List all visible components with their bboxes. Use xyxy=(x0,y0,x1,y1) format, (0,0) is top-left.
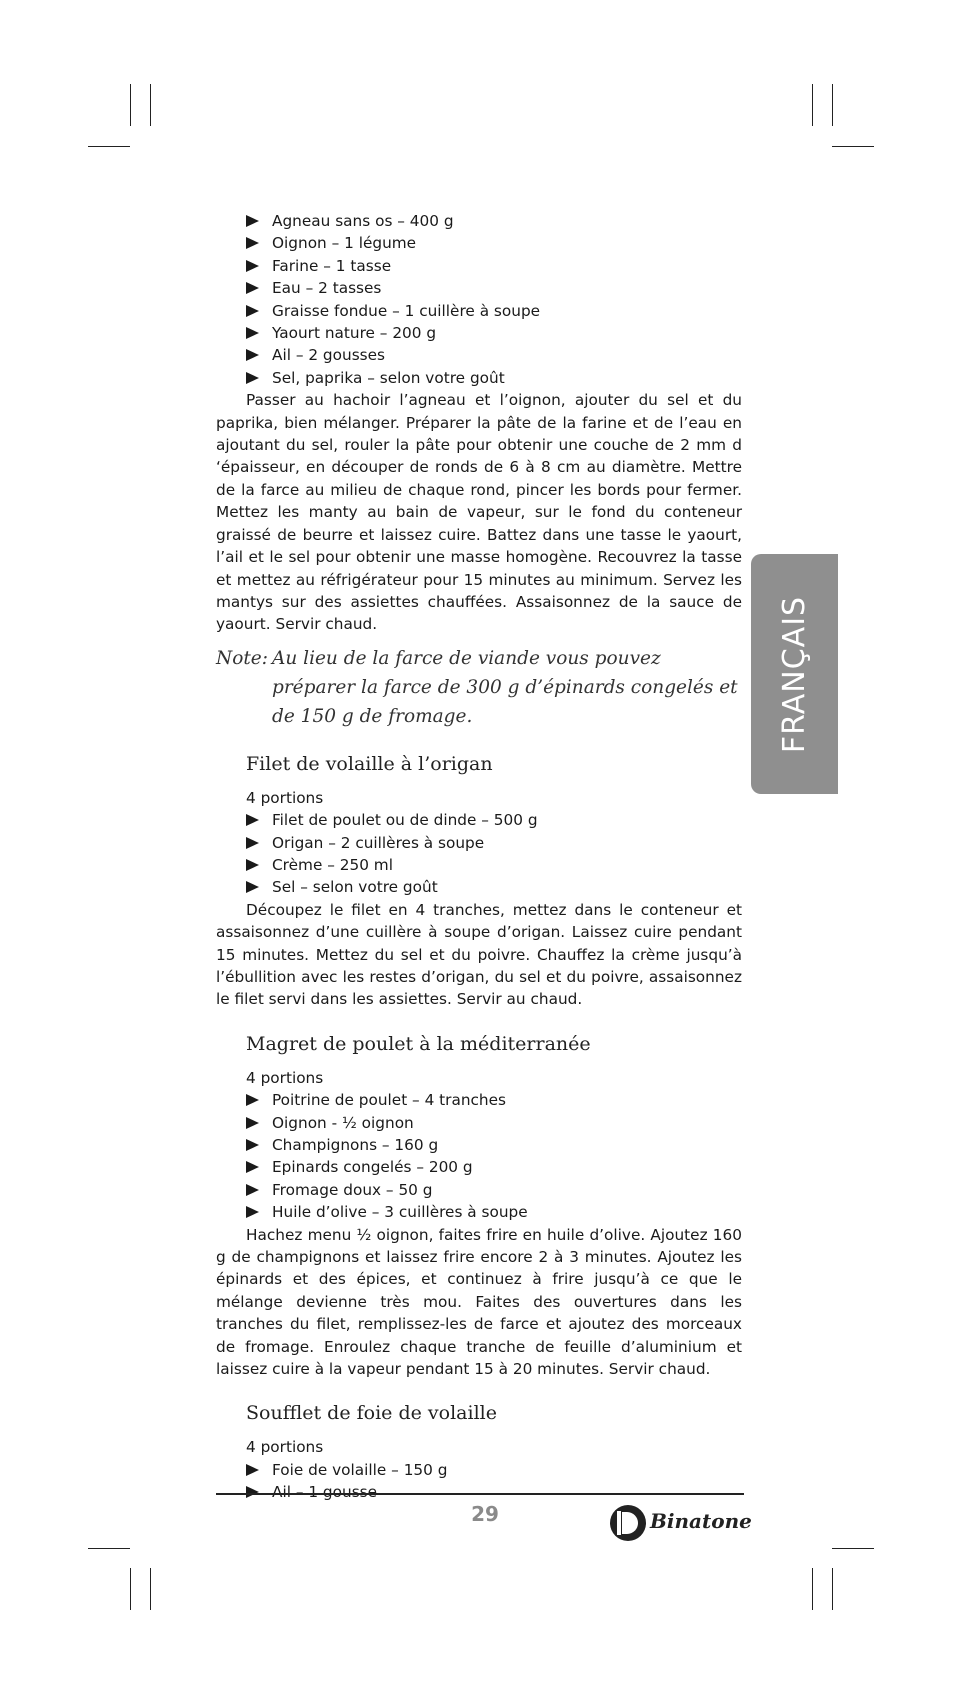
list-item: Agneau sans os – 400 g xyxy=(246,210,742,232)
bullet-triangle-icon xyxy=(246,327,259,339)
ingredient-list-magret xyxy=(216,1089,742,1223)
list-item: Poitrine de poulet – 4 tranches xyxy=(246,1089,742,1111)
crop-mark xyxy=(88,1548,130,1549)
list-item: Filet de poulet ou de dinde – 500 g xyxy=(246,809,742,831)
list-item: Huile d’olive – 3 cuillères à soupe xyxy=(246,1201,742,1223)
note-label: Note: xyxy=(216,647,268,669)
language-tab xyxy=(751,554,838,794)
crop-mark xyxy=(832,84,833,126)
recipe-title-filet: Filet de volaille à l’origan xyxy=(246,752,493,775)
ingredient-list-soufflet xyxy=(216,1459,742,1504)
list-item: Epinards congelés – 200 g xyxy=(246,1156,742,1178)
bullet-triangle-icon xyxy=(246,237,259,249)
bullet-triangle-icon xyxy=(246,349,259,361)
bullet-triangle-icon xyxy=(246,1094,259,1106)
bullet-triangle-icon xyxy=(246,1117,259,1129)
bullet-triangle-icon xyxy=(246,282,259,294)
bullet-triangle-icon xyxy=(246,1464,259,1476)
brand-name: Binatone xyxy=(650,1509,752,1533)
list-item: Sel, paprika – selon votre goût xyxy=(246,367,742,389)
list-item: Sel – selon votre goût xyxy=(246,876,742,898)
recipe-portions-magret: 4 portions xyxy=(246,1068,324,1087)
list-item: Crème – 250 ml xyxy=(246,854,742,876)
footer-divider xyxy=(216,1493,744,1495)
crop-mark xyxy=(812,1568,813,1610)
list-item: Ail – 2 gousses xyxy=(246,344,742,366)
recipe-instructions-manty: Passer au hachoir l’agneau et l’oignon, ajouter du sel et du paprika, bien mélanger. Préparer la pâte de la farine et de l’eau en ajoutant du sel, rouler la pâte pour obtenir une couche de 2 mm d ‘épaisseur, en découper de ronds de 6 à 8 cm au diamètre. Mettre de la farce au milieu de chaque rond, pincer les bords pour fermer. Mettez les manty au bain de vapeur, sur le fond du conteneur graissé de beurre et laissez cuire. Battez dans une tasse le yaourt, l’ail et le sel pour obtenir une masse homogène. Recouvrez la tasse et mettez au réfrigérateur pour 15 minutes au minimum. Servez les mantys sur des assiettes chauffées. Assaisonnez de la sauce de yaourt. Servir chaud. xyxy=(216,391,742,634)
recipe-note xyxy=(216,644,742,731)
bullet-triangle-icon xyxy=(246,837,259,849)
list-item: Graisse fondue – 1 cuillère à soupe xyxy=(246,300,742,322)
brand-logo xyxy=(610,1505,752,1541)
list-item: Eau – 2 tasses xyxy=(246,277,742,299)
crop-mark xyxy=(150,1568,151,1610)
list-item: Champignons – 160 g xyxy=(246,1134,742,1156)
recipe-portions-soufflet: 4 portions xyxy=(246,1438,324,1457)
bullet-triangle-icon xyxy=(246,881,259,893)
list-item: Fromage doux – 50 g xyxy=(246,1179,742,1201)
recipe-instructions-filet: Découpez le filet en 4 tranches, mettez dans le conteneur et assaisonnez d’une cuillère à soupe d’origan. Laissez cuire pendant 15 minutes. Mettez du sel et du poivre. Chauffez la crème jusqu’à l’ébullition avec les restes d’origan, du sel et du poivre, assaisonnez le filet servi dans les assiettes. Servir au chaud. xyxy=(216,900,742,1009)
bullet-triangle-icon xyxy=(246,305,259,317)
recipe-instructions-magret: Hachez menu ½ oignon, faites frire en huile d’olive. Ajoutez 160 g de champignons et laissez frire encore 2 à 3 minutes. Ajoutez les épinards et des épices, et continuez à frire jusqu’à ce que le mélange devienne très mou. Faites des ouvertures dans les tranches du filet, remplissez-les de farce et ajoutez des morceaux de fromage. Enroulez chaque tranche de feuille d’aluminium et laissez cuire à la vapeur pendant 15 à 20 minutes. Servir chaud. xyxy=(216,1225,742,1379)
crop-mark xyxy=(130,1568,131,1610)
binatone-logo-icon xyxy=(610,1505,646,1541)
crop-mark xyxy=(812,84,813,126)
list-item: Oignon – 1 légume xyxy=(246,232,742,254)
list-item: Origan – 2 cuillères à soupe xyxy=(246,832,742,854)
bullet-triangle-icon xyxy=(246,1139,259,1151)
crop-mark xyxy=(832,1568,833,1610)
bullet-triangle-icon xyxy=(246,372,259,384)
bullet-triangle-icon xyxy=(246,215,259,227)
language-tab-label: FRANÇAIS xyxy=(777,595,812,753)
bullet-triangle-icon xyxy=(246,260,259,272)
crop-mark xyxy=(832,146,874,147)
bullet-triangle-icon xyxy=(246,1161,259,1173)
recipe-portions-filet: 4 portions xyxy=(246,788,324,807)
bullet-triangle-icon xyxy=(246,859,259,871)
bullet-triangle-icon xyxy=(246,814,259,826)
recipe-title-magret: Magret de poulet à la méditerranée xyxy=(246,1032,591,1055)
crop-mark xyxy=(88,146,130,147)
list-item: Farine – 1 tasse xyxy=(246,255,742,277)
recipe-title-soufflet: Soufflet de foie de volaille xyxy=(246,1402,497,1425)
page-number: 29 xyxy=(471,1502,499,1526)
ingredient-list-filet xyxy=(216,809,742,899)
crop-mark xyxy=(832,1548,874,1549)
bullet-triangle-icon xyxy=(246,1206,259,1218)
bullet-triangle-icon xyxy=(246,1184,259,1196)
note-text: Au lieu de la farce de viande vous pouvez préparer la farce de 300 g d’épinards congelés et de 150 g de fromage. xyxy=(272,647,738,727)
crop-mark xyxy=(150,84,151,126)
page-content xyxy=(216,210,742,1504)
list-item: Foie de volaille – 150 g xyxy=(246,1459,742,1481)
ingredient-list-manty xyxy=(216,210,742,389)
crop-mark xyxy=(130,84,131,126)
list-item: Yaourt nature – 200 g xyxy=(246,322,742,344)
list-item: Oignon - ½ oignon xyxy=(246,1112,742,1134)
